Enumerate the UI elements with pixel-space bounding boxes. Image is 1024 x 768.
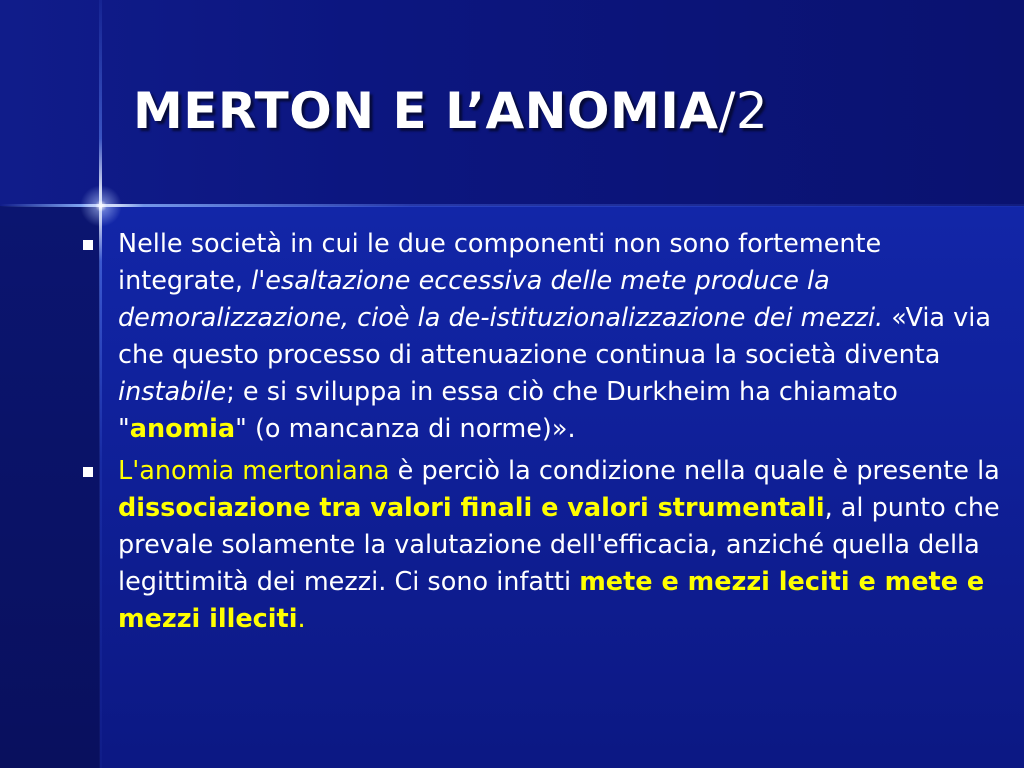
bullet-1-anomia-highlight: anomia [129, 414, 236, 444]
bullet-item-1 [78, 226, 1013, 448]
bullet-1-italic-phrase: l'esaltazione eccessiva delle mete produce la demoralizzazione, cioè la de-istituzionalizzazione dei mezzi. [118, 266, 884, 333]
square-bullet-icon [83, 467, 93, 477]
bullet-2-text-4: , al punto che prevale solamente la valutazione dell'efficacia, anziché quella della legittimità dei mezzi. Ci sono infatti [118, 493, 1000, 597]
bullet-2-mete-mezzi-highlight: mete e mezzi leciti e mete e mezzi illeciti [118, 567, 985, 634]
light-flare-icon [80, 185, 122, 227]
bullet-list [78, 226, 1013, 643]
bullet-2-period: . [297, 604, 306, 634]
bullet-item-2 [78, 453, 1013, 638]
bullet-2-dissociazione-highlight: dissociazione tra valori finali e valori strumentali [118, 493, 825, 523]
bullet-2-anomia-mertoniana: L'anomia mertoniana [118, 456, 390, 486]
bullet-2-text-2: è perciò la condizione nella quale è presente la [389, 456, 1000, 486]
bullet-1-text-7: " (o mancanza di norme)». [235, 414, 576, 444]
slide-title [133, 82, 768, 140]
slide-title-main: MERTON E L’ANOMIA [133, 82, 719, 140]
horizontal-light-line [0, 204, 1024, 207]
bullet-1-text-3: «Via via che questo processo di attenuazione continua la società diventa [118, 303, 991, 370]
square-bullet-icon [83, 240, 93, 250]
bullet-1-instabile: instabile [118, 377, 227, 407]
bullet-1-text-1: Nelle società in cui le due componenti non sono fortemente integrate, [118, 229, 882, 296]
slide-title-suffix: /2 [718, 82, 769, 140]
bullet-1-text-5: ; e si sviluppa in essa ciò che Durkheim ha chiamato " [118, 377, 898, 444]
